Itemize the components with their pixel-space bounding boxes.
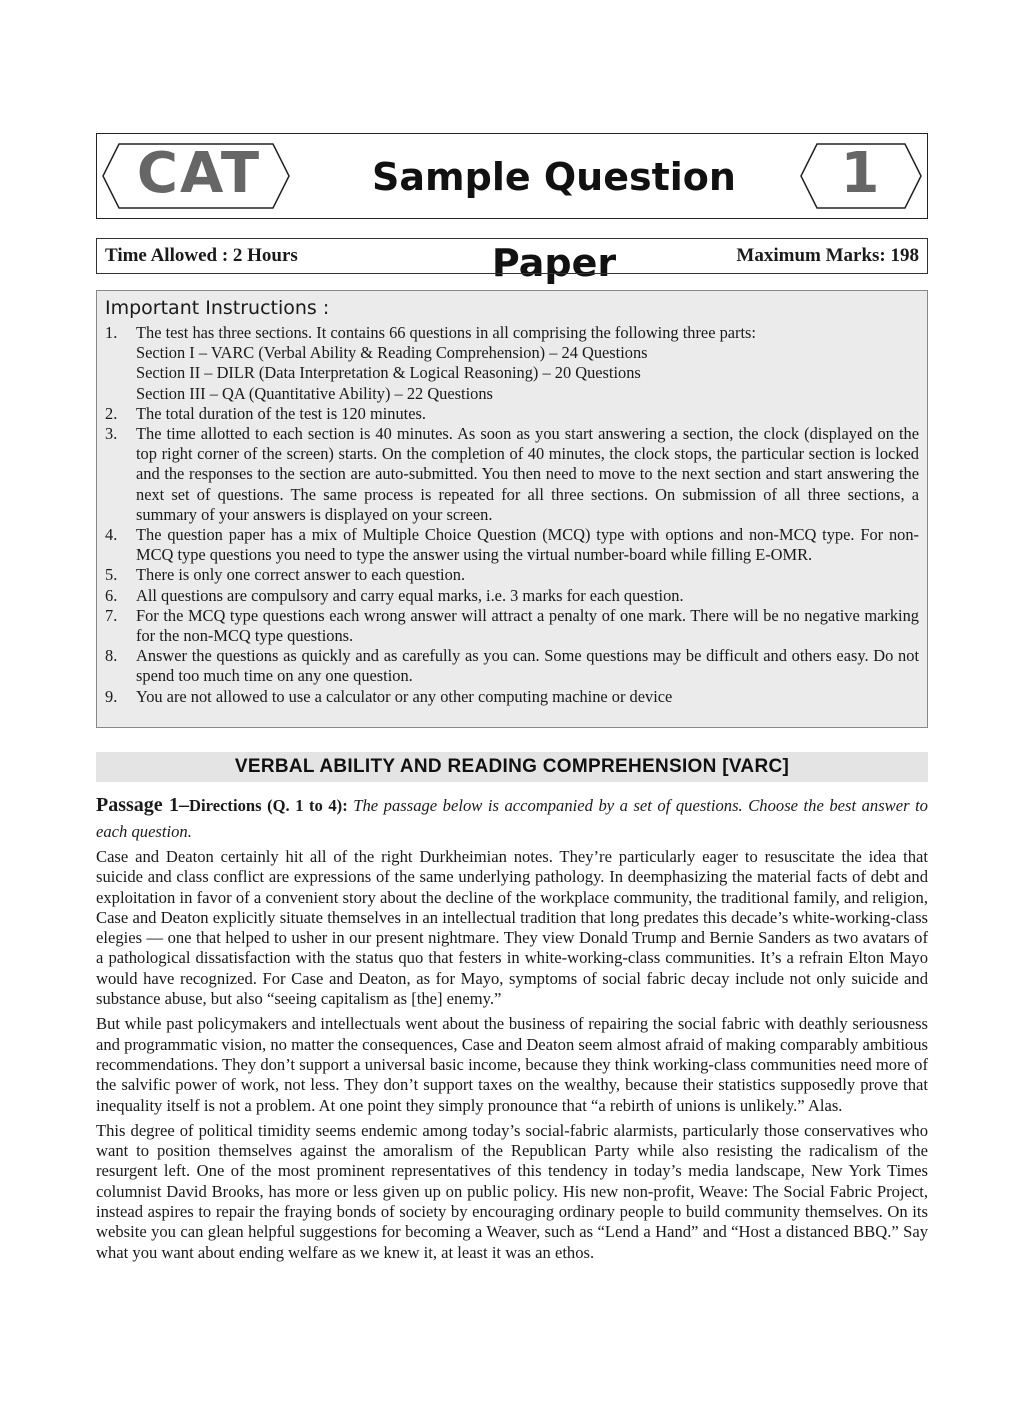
instruction-subitem: Section I – VARC (Verbal Ability & Reading Comprehension) – 24 Questions (136, 343, 648, 363)
instruction-item (105, 565, 919, 585)
instruction-number: 3. (105, 424, 118, 444)
instruction-number: 2. (105, 403, 118, 423)
instruction-text: Answer the questions as quickly and as carefully as you can. Some questions may be difficult and others easy. Do not spend too much time on any one question. (136, 646, 919, 686)
instruction-item (105, 586, 919, 606)
instruction-text: The question paper has a mix of Multiple Choice Question (MCQ) type with options and non-MCQ type. For non-MCQ type questions you need to type the answer using the virtual number-board while filling E-OMR. (136, 525, 919, 565)
instruction-item (105, 424, 919, 525)
instruction-number: 6. (105, 585, 118, 605)
instruction-item (105, 606, 919, 646)
passage-paragraph: Case and Deaton certainly hit all of the right Durkheimian notes. They’re particularly eager to resuscitate the idea that suicide and class conflict are expressions of the same underlying pathology. In deemphasizing the material facts of debt and exploitation in favor of a convenient story about the decline of the workplace community, the traditional family, and religion, Case and Deaton explicitly situate themselves in an intellectual tradition that long predates this decade’s white-working-class elegies — one that helped to usher in our present nightmare. They view Donald Trump and Bernie Sanders as two avatars of a pathological dissatisfaction with the status quo that festers in white-working-class communities. It’s a refrain Elton Mayo would have recognized. For Case and Deaton, as for Mayo, symptoms of social fabric decay include not only suicide and substance abuse, but also “seeing capitalism as [the] enemy.” (96, 847, 928, 1009)
instruction-item (105, 525, 919, 565)
instruction-number: 8. (105, 646, 118, 666)
instruction-number: 4. (105, 525, 118, 545)
passage-paragraph: This degree of political timidity seems endemic among today’s social-fabric alarmists, particularly those conservatives who want to position themselves against the amoralism of the Republican Party while also resisting the radicalism of the resurgent left. One of the most prominent representatives of this tendency in today’s media landscape, New York Times columnist David Brooks, has more or less given up on public policy. His new non-profit, Weave: The Social Fabric Project, instead aspires to repair the fraying bonds of society by encouraging ordinary people to build community themselves. On its website you can glean helpful suggestions for becoming a Weaver, such as “Lend a Hand” and “Host a distanced BBQ.” Say what you want about ending welfare as we knew it, at least it was an ethos. (96, 1120, 928, 1262)
instruction-item (105, 687, 919, 707)
passage-paragraph: But while past policymakers and intellectuals went about the business of repairing the social fabric with deathly seriousness and programmatic vision, no matter the consequences, Case and Deaton seem almost afraid of making comparably ambitious recommendations. They don’t support a universal basic income, because they think working-class communities need more of the salvific power of work, not less. They don’t support taxes on the wealthy, because their statistics supposedly prove that inequality itself is not a problem. At one point they simply pronounce that “a rebirth of unions is unlikely.” Alas. (96, 1014, 928, 1115)
instruction-text: The time allotted to each section is 40 minutes. As soon as you start answering a section, the clock (displayed on the top right corner of the screen) starts. On the completion of 40 minutes, the clock stops, the particular section is locked and the responses to the section are auto-submitted. You then need to move to the next section and start answering the next set of questions. The same process is repeated for all three sections. On submission of all three sections, a summary of your answers is displayed on your screen. (136, 424, 919, 524)
instruction-text: All questions are compulsory and carry equal marks, i.e. 3 marks for each question. (136, 585, 684, 605)
section-heading: VERBAL ABILITY AND READING COMPREHENSION [VARC] (96, 752, 928, 782)
page-title: Sample Question Paper (372, 155, 736, 285)
exam-meta-row (96, 238, 928, 274)
paper-number: 1 (840, 141, 880, 206)
instruction-number: 9. (105, 686, 118, 706)
directions-text: The passage below is accompanied by a set of questions. Choose the best answer to each question. (96, 796, 928, 841)
instructions-box (96, 290, 928, 728)
instruction-text: For the MCQ type questions each wrong answer will attract a penalty of one mark. There will be no negative marking for the non-MCQ type questions. (136, 605, 919, 646)
instruction-subitem: Section II – DILR (Data Interpretation & Logical Reasoning) – 20 Questions (136, 363, 641, 383)
instruction-subitem: Section III – QA (Quantitative Ability) – 22 Questions (136, 383, 493, 403)
instructions-title: Important Instructions : (105, 297, 330, 319)
instruction-text: The test has three sections. It contains 66 questions in all comprising the following three parts: (136, 323, 756, 342)
instruction-item (105, 404, 919, 424)
instructions-list (105, 323, 919, 707)
instruction-number: 5. (105, 565, 118, 585)
passage-directions (96, 792, 928, 845)
instruction-item (105, 646, 919, 686)
instruction-text: You are not allowed to use a calculator or any other computing machine or device (136, 686, 673, 706)
instruction-text: There is only one correct answer to each question. (136, 565, 466, 585)
instruction-text: The total duration of the test is 120 minutes. (136, 403, 426, 423)
instruction-number: 7. (105, 605, 118, 625)
passage-label: Passage 1– (96, 794, 190, 816)
passage (96, 792, 928, 1268)
instruction-number: 1. (105, 323, 118, 342)
maximum-marks: Maximum Marks: 198 (736, 245, 919, 266)
directions-label: Directions (Q. 1 to 4): (189, 796, 348, 815)
time-allowed: Time Allowed : 2 Hours (105, 245, 298, 266)
instruction-item (105, 323, 919, 404)
exam-name: CAT (136, 141, 262, 206)
